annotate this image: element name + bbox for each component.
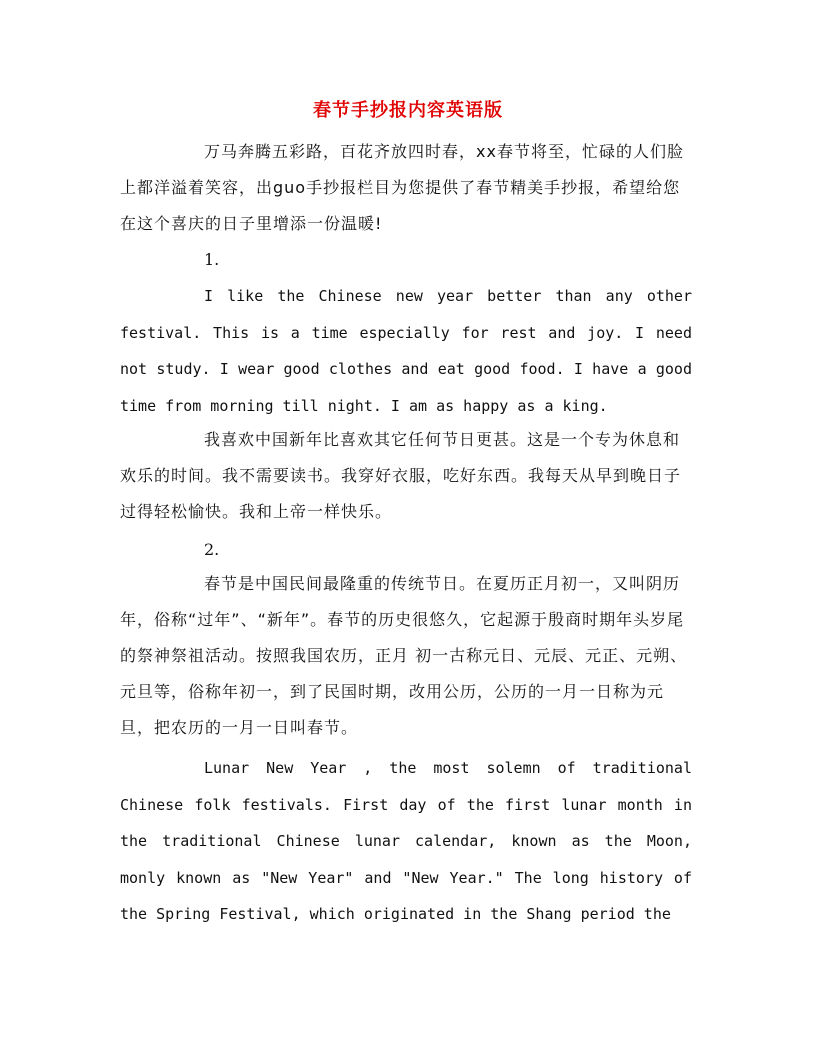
section-1-english-paragraph: I like the Chinese new year better than any other festival. This is a time especially for rest and joy. I need not study. I wear good clothes and eat good food. I have a good time from morning till night. I am as happy as a king. bbox=[120, 287, 692, 415]
section-2-chinese-paragraph: 春节是中国民间最隆重的传统节日。在夏历正月初一，又叫阴历年，俗称“过年”、“新年”。春节的历史很悠久，它起源于殷商时期年头岁尾的祭神祭祖活动。按照我国农历，正月 初一古称元日、元辰、元正、元朔、元旦等，俗称年初一，到了民国时期，改用公历，公历的一月一日称为元旦，把农历的一月一日叫春节。 bbox=[120, 574, 688, 737]
section-2-english-paragraph: Lunar New Year , the most solemn of traditional Chinese folk festivals. First day of the first lunar month in the traditional Chinese lunar calendar, known as the Moon, monly known as "New Year" and "New Year." The long history of the Spring Festival, which originated in the Shang period the bbox=[120, 759, 692, 923]
section-1-number: 1. bbox=[204, 250, 220, 269]
section-2-number: 2. bbox=[204, 540, 220, 559]
section-1-chinese-paragraph: 我喜欢中国新年比喜欢其它任何节日更甚。这是一个专为休息和欢乐的时间。我不需要读书。我穿好衣服，吃好东西。我每天从早到晚日子过得轻松愉快。我和上帝一样快乐。 bbox=[120, 430, 682, 521]
document-title: 春节手抄报内容英语版 bbox=[313, 100, 503, 121]
intro-paragraph: 万马奔腾五彩路，百花齐放四时春，xx春节将至，忙碌的人们脸上都洋溢着笑容，出guo手抄报栏目为您提供了春节精美手抄报，希望给您在这个喜庆的日子里增添一份温暖! bbox=[120, 142, 684, 233]
